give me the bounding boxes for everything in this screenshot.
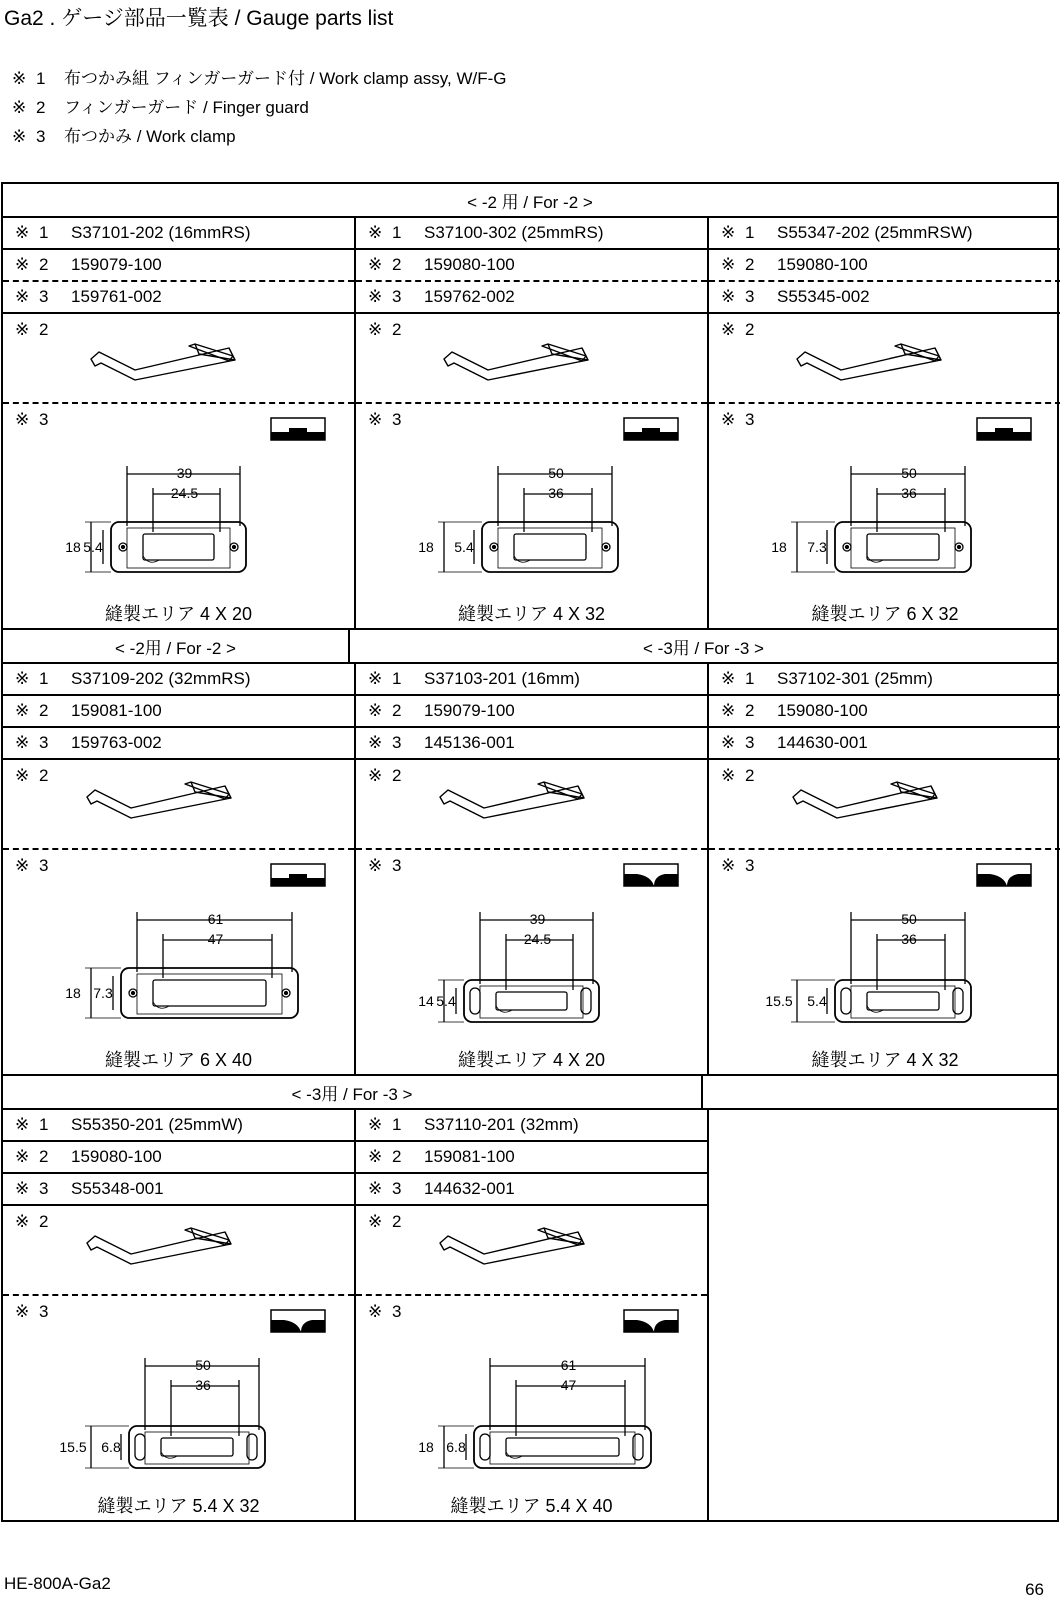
ref-number: 2 <box>392 320 402 339</box>
ref-number: 1 <box>392 669 402 688</box>
part-number: S55345-002 <box>777 287 870 306</box>
work-clamp-drawing <box>3 1296 355 1492</box>
ref-mark: ※ <box>721 320 736 339</box>
group-header: < -3用 / For -3 > <box>3 1076 703 1108</box>
part-number: 159081-100 <box>71 701 162 720</box>
part-number: S55350-201 (25mmW) <box>71 1115 243 1134</box>
ref-number: 1 <box>745 223 755 242</box>
work-clamp-drawing <box>356 850 708 1046</box>
ref-mark: ※ <box>15 1179 30 1198</box>
ref-mark: ※ <box>15 223 30 242</box>
work-clamp-drawing <box>709 404 1060 600</box>
ref-number: 2 <box>39 701 49 720</box>
note-mark: ※ <box>12 69 27 88</box>
ref-number: 2 <box>745 320 755 339</box>
dimension-outer-width: 50 <box>195 1357 211 1373</box>
ref-mark: ※ <box>721 701 736 720</box>
part-number: S55347-202 (25mmRSW) <box>777 223 973 242</box>
part-number: 159763-002 <box>71 733 162 752</box>
ref-mark: ※ <box>721 766 736 785</box>
finger-guard-figure <box>3 1206 354 1296</box>
ref-number: 1 <box>392 223 402 242</box>
group-header-empty <box>703 1076 1057 1108</box>
work-clamp-drawing <box>356 1296 708 1492</box>
cross-section-icon <box>624 1310 678 1332</box>
finger-guard-drawing <box>356 1206 708 1294</box>
ref-number: 3 <box>392 733 402 752</box>
page-title: Ga2 . ゲージ部品一覧表 / Gauge parts list <box>4 7 394 30</box>
part-row-1 <box>356 1110 707 1142</box>
ref-number: 2 <box>392 1147 402 1166</box>
part-row-3 <box>356 1174 707 1206</box>
note-text: 布つかみ組 フィンガーガード付 / Work clamp assy, W/F-G <box>64 69 507 88</box>
ref-mark: ※ <box>15 669 30 688</box>
ref-mark: ※ <box>721 733 736 752</box>
finger-guard-drawing <box>356 760 708 848</box>
dimension-outer-width: 50 <box>901 911 917 927</box>
dimension-height: 14 <box>418 993 434 1009</box>
ref-number: 3 <box>745 856 755 875</box>
dimension-outer-width: 50 <box>901 465 917 481</box>
part-row-3 <box>709 282 1060 314</box>
ref-mark: ※ <box>368 320 383 339</box>
ref-number: 3 <box>39 287 49 306</box>
part-row-1 <box>356 664 707 696</box>
dimension-offset: 5.4 <box>436 993 456 1009</box>
ref-mark: ※ <box>368 1302 383 1321</box>
cross-section-icon <box>977 418 1031 440</box>
page-number: 66 <box>1025 1580 1044 1599</box>
ref-number: 3 <box>39 1179 49 1198</box>
sewing-area-label: 縫製エリア 5.4 X 32 <box>97 1496 260 1516</box>
ref-mark: ※ <box>368 255 383 274</box>
gauge-parts-table <box>1 182 1059 1522</box>
dimension-inner-width: 24.5 <box>523 931 552 947</box>
ref-number: 3 <box>39 410 49 429</box>
ref-mark: ※ <box>368 669 383 688</box>
ref-number: 3 <box>392 287 402 306</box>
ref-mark: ※ <box>721 669 736 688</box>
group-header: < -2 用 / For -2 > <box>467 192 593 212</box>
work-clamp-drawing <box>3 404 355 600</box>
figure-label <box>15 320 48 340</box>
ref-number: 2 <box>39 1212 49 1231</box>
note-number: 3 <box>36 127 46 146</box>
dimension-height: 15.5 <box>59 1439 87 1455</box>
ref-number: 1 <box>39 669 49 688</box>
part-row-1 <box>3 664 354 696</box>
part-cell <box>709 218 1060 628</box>
dimension-inner-width: 24.5 <box>170 485 199 501</box>
part-row-3 <box>3 728 354 760</box>
part-number: 159079-100 <box>424 701 515 720</box>
empty-cell <box>709 1110 1057 1520</box>
ref-mark: ※ <box>15 320 30 339</box>
dimension-outer-width: 39 <box>176 465 193 481</box>
note-text: 布つかみ / Work clamp <box>64 127 236 146</box>
note-2 <box>12 93 507 122</box>
dimension-outer-width: 61 <box>207 911 224 927</box>
dimension-offset: 5.4 <box>83 539 103 555</box>
ref-mark: ※ <box>368 1212 383 1231</box>
ref-number: 3 <box>392 1302 402 1321</box>
part-row-2 <box>356 696 707 728</box>
ref-number: 3 <box>745 287 755 306</box>
part-row-3 <box>356 282 707 314</box>
ref-mark: ※ <box>15 766 30 785</box>
part-cell <box>3 1110 356 1520</box>
part-row-2 <box>709 696 1060 728</box>
work-clamp-drawing <box>709 850 1060 1046</box>
part-row-2 <box>709 250 1060 282</box>
ref-mark: ※ <box>15 410 30 429</box>
figure-label <box>368 320 401 340</box>
work-clamp-figure <box>3 404 354 628</box>
note-mark: ※ <box>12 98 27 117</box>
ref-mark: ※ <box>368 701 383 720</box>
group-header-row <box>3 1076 1057 1110</box>
dimension-offset: 5.4 <box>807 993 827 1009</box>
ref-mark: ※ <box>368 287 383 306</box>
finger-guard-drawing <box>3 314 355 402</box>
work-clamp-drawing <box>3 850 355 1046</box>
part-row-3 <box>3 1174 354 1206</box>
finger-guard-figure <box>3 760 354 850</box>
figure-label <box>368 1212 401 1232</box>
ref-mark: ※ <box>721 255 736 274</box>
parts-section <box>3 664 1057 1076</box>
ref-mark: ※ <box>15 255 30 274</box>
part-row-2 <box>3 1142 354 1174</box>
part-number: S37102-301 (25mm) <box>777 669 933 688</box>
part-row-3 <box>3 282 354 314</box>
part-row-2 <box>3 250 354 282</box>
part-row-1 <box>3 1110 354 1142</box>
ref-mark: ※ <box>721 856 736 875</box>
work-clamp-figure <box>356 1296 707 1520</box>
finger-guard-figure <box>3 314 354 404</box>
ref-mark: ※ <box>15 1147 30 1166</box>
figure-label <box>721 766 754 786</box>
finger-guard-figure <box>709 760 1060 850</box>
ref-number: 3 <box>392 1179 402 1198</box>
finger-guard-drawing <box>709 314 1060 402</box>
part-number: 159761-002 <box>71 287 162 306</box>
sewing-area-label: 縫製エリア 4 X 32 <box>457 604 606 624</box>
ref-number: 3 <box>39 1302 49 1321</box>
ref-number: 3 <box>392 856 402 875</box>
part-row-1 <box>709 218 1060 250</box>
ref-number: 2 <box>39 320 49 339</box>
part-cell <box>356 218 709 628</box>
part-number: S37109-202 (32mmRS) <box>71 669 251 688</box>
part-row-1 <box>3 218 354 250</box>
ref-number: 2 <box>392 1212 402 1231</box>
work-clamp-figure <box>356 404 707 628</box>
note-1 <box>12 64 507 93</box>
ref-number: 2 <box>39 255 49 274</box>
part-number: S37110-201 (32mm) <box>424 1115 579 1134</box>
cross-section-icon <box>271 1310 325 1332</box>
work-clamp-drawing <box>356 404 708 600</box>
ref-number: 2 <box>745 766 755 785</box>
part-number: 159762-002 <box>424 287 515 306</box>
cross-section-icon <box>624 864 678 886</box>
sewing-area-label: 縫製エリア 6 X 40 <box>104 1050 253 1070</box>
ref-number: 2 <box>392 701 402 720</box>
dimension-inner-width: 47 <box>560 1377 577 1393</box>
part-row-1 <box>356 218 707 250</box>
ref-mark: ※ <box>368 766 383 785</box>
figure-label <box>15 766 48 786</box>
dimension-inner-width: 36 <box>901 931 917 947</box>
ref-mark: ※ <box>15 1212 30 1231</box>
ref-number: 1 <box>39 223 49 242</box>
finger-guard-drawing <box>3 760 355 848</box>
ref-mark: ※ <box>368 856 383 875</box>
sewing-area-label: 縫製エリア 4 X 32 <box>811 1050 959 1070</box>
ref-mark: ※ <box>15 856 30 875</box>
note-3 <box>12 122 507 151</box>
ref-mark: ※ <box>368 223 383 242</box>
ref-mark: ※ <box>368 1179 383 1198</box>
dimension-height: 18 <box>65 985 81 1001</box>
ref-number: 3 <box>745 410 755 429</box>
sewing-area-label: 縫製エリア 5.4 X 40 <box>450 1496 613 1516</box>
finger-guard-figure <box>356 314 707 404</box>
dimension-outer-width: 61 <box>560 1357 577 1373</box>
ref-number: 2 <box>392 766 402 785</box>
ref-number: 3 <box>39 733 49 752</box>
finger-guard-drawing <box>709 760 1060 848</box>
dimension-inner-width: 47 <box>207 931 224 947</box>
part-row-3 <box>356 728 707 760</box>
ref-mark: ※ <box>368 733 383 752</box>
cross-section-icon <box>271 418 325 440</box>
cross-section-icon <box>271 864 325 886</box>
part-cell <box>709 664 1060 1074</box>
ref-number: 3 <box>392 410 402 429</box>
part-number: 159080-100 <box>777 255 868 274</box>
note-number: 1 <box>36 69 46 88</box>
work-clamp-figure <box>3 850 354 1074</box>
cross-section-icon <box>977 864 1031 886</box>
part-number: 144630-001 <box>777 733 868 752</box>
group-header: < -3用 / For -3 > <box>643 638 764 658</box>
ref-mark: ※ <box>721 223 736 242</box>
part-number: S37103-201 (16mm) <box>424 669 580 688</box>
part-number: 144632-001 <box>424 1179 515 1198</box>
dimension-height: 18 <box>418 1439 434 1455</box>
dimension-height: 18 <box>418 539 434 555</box>
dimension-offset: 5.4 <box>454 539 474 555</box>
dimension-offset: 7.3 <box>807 539 827 555</box>
ref-number: 1 <box>745 669 755 688</box>
ref-mark: ※ <box>368 1115 383 1134</box>
part-number: 145136-001 <box>424 733 515 752</box>
document-code: HE-800A-Ga2 <box>4 1574 111 1593</box>
ref-number: 3 <box>39 856 49 875</box>
ref-mark: ※ <box>15 1302 30 1321</box>
part-row-3 <box>709 728 1060 760</box>
work-clamp-figure <box>709 850 1060 1074</box>
ref-number: 3 <box>745 733 755 752</box>
part-number: S55348-001 <box>71 1179 164 1198</box>
work-clamp-figure <box>3 1296 354 1520</box>
part-row-2 <box>3 696 354 728</box>
figure-label <box>15 1212 48 1232</box>
note-text: フィンガーガード / Finger guard <box>64 98 309 117</box>
ref-number: 2 <box>745 701 755 720</box>
part-number: 159080-100 <box>777 701 868 720</box>
part-row-1 <box>709 664 1060 696</box>
part-cell <box>356 664 709 1074</box>
parts-section <box>3 1110 1057 1522</box>
dimension-inner-width: 36 <box>548 485 564 501</box>
group-header-row <box>3 630 1057 664</box>
part-number: S37101-202 (16mmRS) <box>71 223 251 242</box>
cross-section-icon <box>624 418 678 440</box>
part-row-2 <box>356 250 707 282</box>
ref-mark: ※ <box>15 1115 30 1134</box>
ref-mark: ※ <box>721 410 736 429</box>
ref-mark: ※ <box>721 287 736 306</box>
part-number: 159081-100 <box>424 1147 515 1166</box>
finger-guard-figure <box>356 1206 707 1296</box>
figure-label <box>368 766 401 786</box>
ref-mark: ※ <box>15 733 30 752</box>
note-number: 2 <box>36 98 46 117</box>
sewing-area-label: 縫製エリア 4 X 20 <box>457 1050 606 1070</box>
ref-number: 2 <box>39 1147 49 1166</box>
dimension-height: 18 <box>65 539 81 555</box>
finger-guard-drawing <box>356 314 708 402</box>
figure-label <box>721 320 754 340</box>
dimension-offset: 6.8 <box>101 1439 121 1455</box>
dimension-inner-width: 36 <box>195 1377 211 1393</box>
sewing-area-label: 縫製エリア 4 X 20 <box>104 604 253 624</box>
dimension-inner-width: 36 <box>901 485 917 501</box>
dimension-height: 15.5 <box>765 993 793 1009</box>
ref-mark: ※ <box>368 410 383 429</box>
part-cell <box>3 664 356 1074</box>
note-mark: ※ <box>12 127 27 146</box>
finger-guard-figure <box>709 314 1060 404</box>
dimension-outer-width: 39 <box>529 911 546 927</box>
part-row-2 <box>356 1142 707 1174</box>
ref-number: 2 <box>392 255 402 274</box>
work-clamp-figure <box>709 404 1060 628</box>
legend-notes <box>12 64 507 151</box>
ref-mark: ※ <box>15 287 30 306</box>
group-header-row <box>3 184 1057 218</box>
dimension-offset: 7.3 <box>93 985 113 1001</box>
dimension-offset: 6.8 <box>446 1439 466 1455</box>
ref-number: 2 <box>745 255 755 274</box>
sewing-area-label: 縫製エリア 6 X 32 <box>811 604 959 624</box>
ref-mark: ※ <box>368 1147 383 1166</box>
part-number: S37100-302 (25mmRS) <box>424 223 604 242</box>
parts-section <box>3 218 1057 630</box>
part-cell <box>3 218 356 628</box>
ref-number: 1 <box>39 1115 49 1134</box>
dimension-outer-width: 50 <box>548 465 564 481</box>
dimension-height: 18 <box>771 539 787 555</box>
ref-number: 1 <box>392 1115 402 1134</box>
group-header: < -2用 / For -2 > <box>3 630 350 662</box>
ref-mark: ※ <box>15 701 30 720</box>
part-number: 159080-100 <box>424 255 515 274</box>
part-number: 159079-100 <box>71 255 162 274</box>
finger-guard-drawing <box>3 1206 355 1294</box>
ref-number: 2 <box>39 766 49 785</box>
part-number: 159080-100 <box>71 1147 162 1166</box>
finger-guard-figure <box>356 760 707 850</box>
part-cell <box>356 1110 709 1520</box>
work-clamp-figure <box>356 850 707 1074</box>
